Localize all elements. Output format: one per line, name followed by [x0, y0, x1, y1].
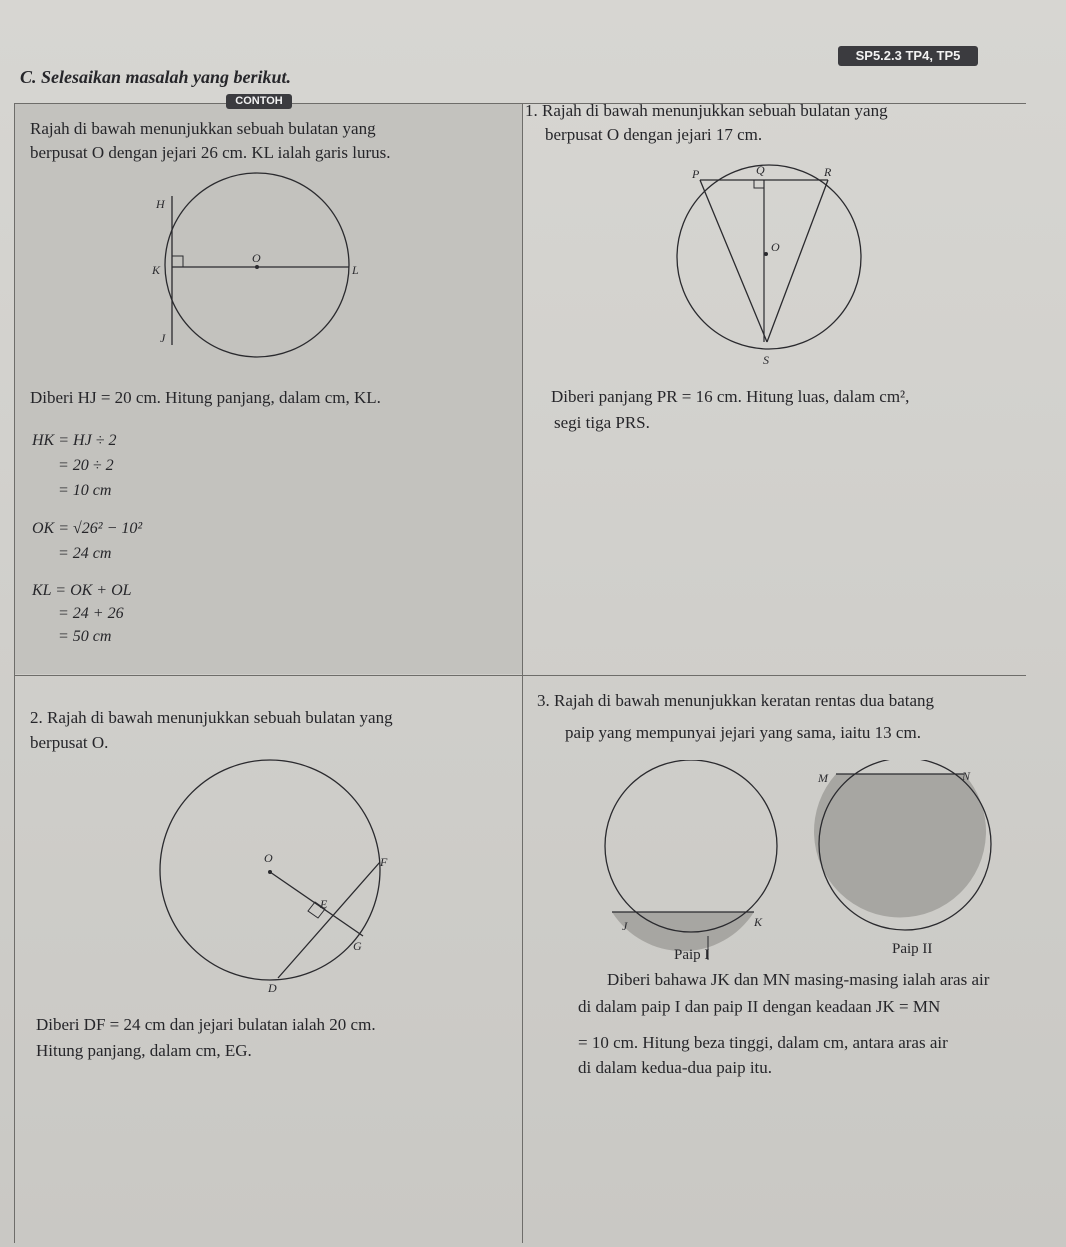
label-G: G: [353, 939, 362, 953]
divider-left-edge: [14, 103, 15, 1243]
sp-badge: SP5.2.3 TP4, TP5: [838, 46, 978, 66]
solution-line-1: HK = HJ ÷ 2: [32, 432, 117, 449]
label-H: H: [156, 197, 165, 211]
solution-line-6: KL = OK + OL: [32, 582, 132, 599]
label-Q: Q: [756, 163, 765, 177]
solution-line-3: = 10 cm: [58, 482, 112, 499]
q3-text-line2: paip yang mempunyai jejari yang sama, iaitu 13 cm.: [565, 723, 921, 742]
solution-line-4: OK = √26² − 10²: [32, 520, 143, 537]
solution-line-8: = 50 cm: [58, 628, 112, 645]
solution-line-7: = 24 + 26: [58, 605, 124, 622]
example-given: Diberi HJ = 20 cm. Hitung panjang, dalam cm, KL.: [30, 388, 381, 407]
q2-text-line2: berpusat O.: [30, 733, 109, 752]
label-P: P: [692, 167, 700, 181]
label-L: L: [352, 263, 359, 277]
q1-given-line1: [551, 386, 909, 408]
q1-text-line2: berpusat O dengan jejari 17 cm.: [545, 125, 763, 144]
q3-given-line4: di dalam kedua-dua paip itu.: [578, 1058, 773, 1077]
label-F: F: [380, 855, 388, 869]
label-S: S: [763, 353, 769, 367]
solution-line-2: = 20 ÷ 2: [58, 457, 114, 474]
label-O: O: [771, 240, 780, 254]
q2-given-line1: Diberi DF = 24 cm dan jejari bulatan ialah 20 cm.: [36, 1015, 376, 1034]
q1-given-text: Diberi panjang PR = 16 cm. Hitung luas, dalam cm²,: [551, 387, 910, 406]
q1-text-line1: 1. Rajah di bawah menunjukkan sebuah bulatan yang: [525, 101, 888, 120]
contoh-badge: CONTOH: [226, 94, 292, 109]
q2-given-line2: Hitung panjang, dalam cm, EG.: [36, 1041, 252, 1060]
example-text-line2: berpusat O dengan jejari 26 cm. KL ialah garis lurus.: [30, 143, 391, 162]
label-R: R: [824, 165, 832, 179]
q3-pipe-diagram: [600, 760, 1010, 970]
example-circle-diagram: [140, 170, 380, 380]
pipe1-label: Paip I: [674, 947, 710, 963]
q2-circle-diagram: [150, 752, 390, 1002]
q3-given-line1: Diberi bahawa JK dan MN masing-masing ialah aras air: [607, 970, 990, 989]
q1-circle-diagram: [664, 160, 874, 370]
label-K: K: [754, 915, 763, 929]
example-text-line1: Rajah di bawah menunjukkan sebuah bulatan yang: [30, 119, 376, 138]
section-title: C. Selesaikan masalah yang berikut.: [20, 67, 292, 87]
label-M: M: [818, 771, 828, 785]
q3-given-line2: di dalam paip I dan paip II dengan keadaan JK = MN: [578, 997, 941, 1016]
label-J: J: [622, 919, 628, 933]
q3-given-line3: = 10 cm. Hitung beza tinggi, dalam cm, antara aras air: [578, 1033, 948, 1052]
label-N: N: [962, 769, 971, 783]
label-J: J: [160, 331, 166, 345]
pipe2-label: Paip II: [892, 941, 933, 957]
divider-vertical: [522, 103, 523, 1243]
label-E: E: [320, 897, 328, 911]
q3-text-line1: 3. Rajah di bawah menunjukkan keratan rentas dua batang: [537, 691, 935, 710]
label-O: O: [252, 251, 261, 265]
q2-text-line1: 2. Rajah di bawah menunjukkan sebuah bulatan yang: [30, 708, 393, 727]
label-O: O: [264, 851, 273, 865]
divider-middle: [14, 675, 1026, 676]
label-D: D: [268, 981, 277, 995]
solution-line-5: = 24 cm: [58, 545, 112, 562]
q1-given-line2: segi tiga PRS.: [554, 413, 650, 432]
label-K: K: [152, 263, 161, 277]
